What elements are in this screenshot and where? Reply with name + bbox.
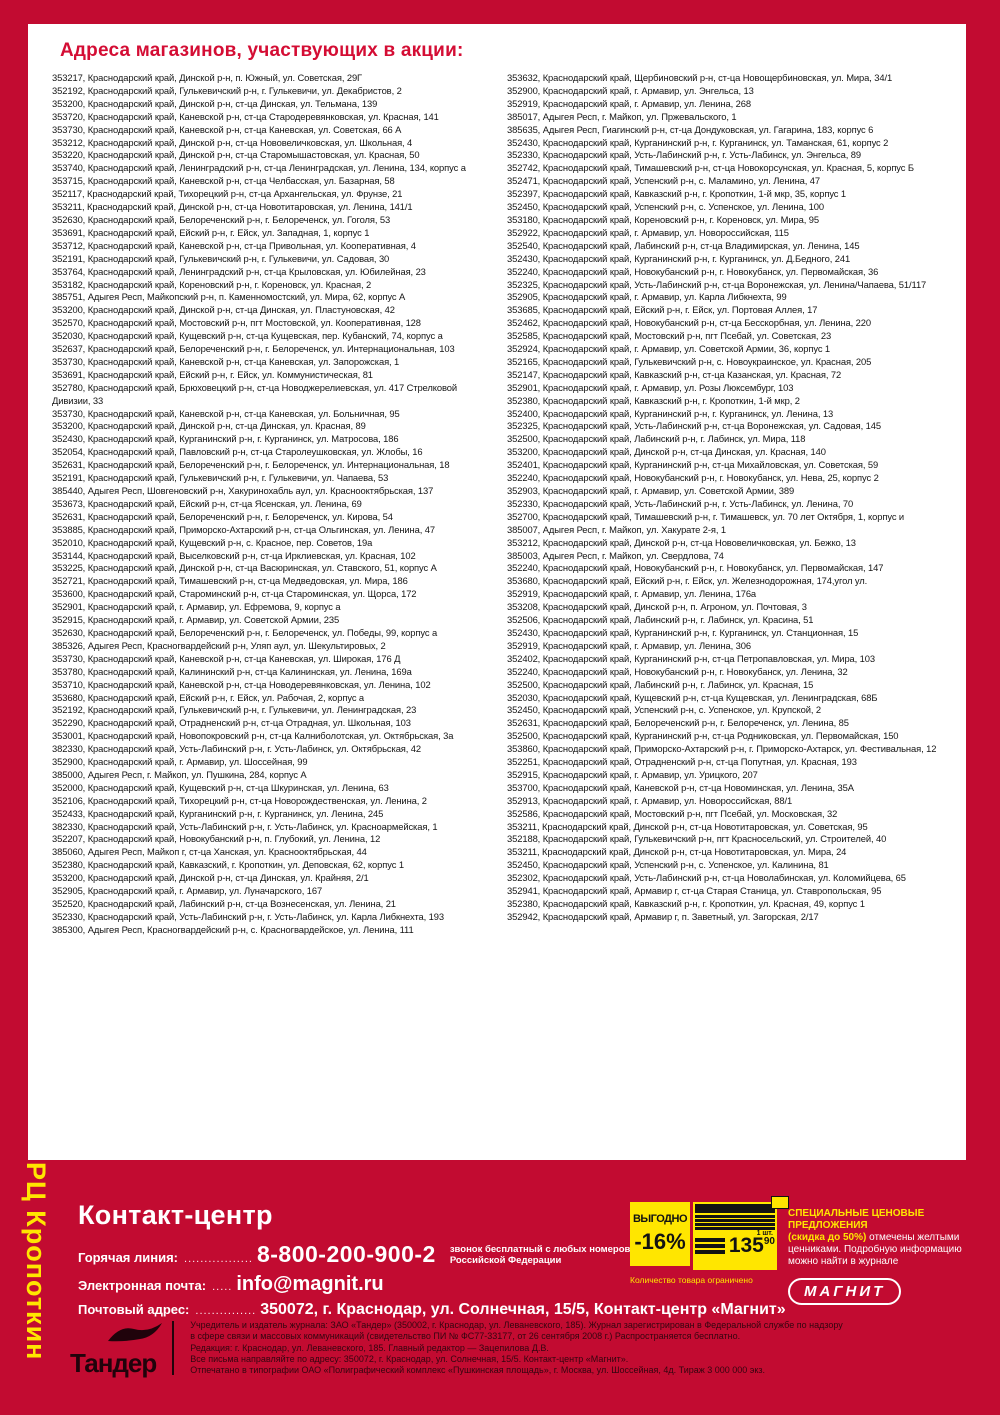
discount-price-tag [630, 1202, 690, 1266]
address-column-right [507, 72, 952, 1152]
limited-quantity-note: Количество товара ограничено [630, 1275, 753, 1285]
address-entry: 385635, Адыгея Респ, Гиагинский р-н, ст-ца Дондуковская, ул. Гагарина, 183, корпус 6 [507, 123, 874, 135]
address-entry: 353217, Краснодарский край, Динской р-н, п. Южный, ул. Советская, 29Г [52, 72, 363, 83]
address-entry: 352631, Краснодарский край, Белореченский р-н, г. Белореченск, ул. Кирова, 54 [52, 510, 393, 522]
fine-print-line: Учредитель и издатель журнала: ЗАО «Тандер» (350002, г. Краснодар, ул. Леваневского, 185). Журнал зарегистрирован в Федеральной службе по надзору [190, 1320, 843, 1330]
address-entry: 353200, Краснодарский край, Динской р-н, ст-ца Динская, ул. Крайняя, 2/1 [52, 872, 369, 884]
address-entry: 352147, Краснодарский край, Кавказский р-н, ст-ца Казанская, ул. Красная, 72 [507, 368, 842, 380]
address-entry: 352905, Краснодарский край, г. Армавир, ул. Луначарского, 167 [52, 885, 323, 897]
address-entry: 352117, Краснодарский край, Тихорецкий р-н, ст-ца Архангельская, ул. Фрунзе, 21 [52, 188, 403, 200]
publisher-fine-print [190, 1320, 843, 1376]
address-entry: 353691, Краснодарский край, Ейский р-н, г. Ейск, ул. Западная, 1, корпус 1 [52, 226, 370, 238]
address-entry: 352207, Краснодарский край, Новокубанский р-н, п. Глубокий, ул. Ленина, 12 [52, 833, 381, 845]
address-entry: 352240, Краснодарский край, Новокубанский р-н, г. Новокубанск, ул. Первомайская, 147 [507, 562, 884, 574]
address-entry: 353211, Краснодарский край, Динской р-н, ст-ца Новотитаровская, ул. Советская, 95 [507, 820, 868, 832]
address-entry: 352330, Краснодарский край, Усть-Лабинский р-н, г. Усть-Лабинск, ул. Карла Либкнехта, 193 [52, 910, 444, 922]
address-entry: 352721, Краснодарский край, Тимашевский р-н, ст-ца Медведовская, ул. Мира, 186 [52, 575, 408, 587]
address-entry: 353715, Краснодарский край, Каневской р-н, ст-ца Челбасская, ул. Базарная, 58 [52, 175, 395, 187]
address-entry: 352430, Краснодарский край, Курганинский р-н, г. Курганинск, ул. Станционная, 15 [507, 626, 859, 638]
price-tag-text-bars [695, 1238, 725, 1256]
address-entry: 352430, Краснодарский край, Курганинский р-н, г. Курганинск, ул. Таманская, 61, корпус 2 [507, 136, 889, 148]
address-entry: 352570, Краснодарский край, Мостовский р-н, пгт Мостовской, ул. Кооперативная, 128 [52, 317, 421, 329]
address-entry: 353730, Краснодарский край, Каневской р-н, ст-ца Каневская, ул. Советская, 66 А [52, 123, 402, 135]
address-entry: 352380, Краснодарский край, Кавказский р-н, г. Кропоткин, ул. Красная, 49, корпус 1 [507, 898, 865, 909]
address-entry: 352540, Краснодарский край, Лабинский р-н, ст-ца Владимирская, ул. Ленина, 145 [507, 239, 860, 251]
publisher-block [70, 1320, 843, 1379]
address-entry: 353600, Краснодарский край, Староминский р-н, ст-ца Староминская, ул. Щорса, 172 [52, 588, 417, 600]
address-entry: 352325, Краснодарский край, Усть-Лабинский р-н, ст-ца Воронежская, ул. Ленина/Чапаева, 51/117 [507, 278, 927, 290]
special-offers-block [788, 1208, 993, 1305]
address-entry: 352240, Краснодарский край, Новокубанский р-н, г. Новокубанск, ул. Нева, 25, корпус 2 [507, 472, 879, 484]
address-entry: 352401, Краснодарский край, Курганинский р-н, ст-ца Михайловская, ул. Советская, 59 [507, 459, 879, 471]
fine-print-line: Отпечатано в типографии ОАО «Полиграфический комплекс «Пушкинская площадь», г. Москва, ул. Шоссейная, 4д. Тираж 3 000 000 экз. [190, 1365, 766, 1376]
email-value: info@magnit.ru [236, 1273, 384, 1295]
address-entry: 352941, Краснодарский край, Армавир г, ст-ца Старая Станица, ул. Ставропольская, 95 [507, 885, 882, 897]
fine-print-line: Редакция: г. Краснодар, ул. Леваневского, 185. Главный редактор — Зацепилова Д.В. [190, 1342, 549, 1353]
address-entry: 353180, Краснодарский край, Кореновский р-н, г. Кореновск, ул. Мира, 95 [507, 213, 819, 225]
address-entry: 352400, Краснодарский край, Курганинский р-н, г. Курганинск, ул. Ленина, 13 [507, 407, 834, 419]
tander-flag-icon [106, 1321, 164, 1343]
address-entry: 352188, Краснодарский край, Гулькевичский р-н, пгт Красносельский, ул. Строителей, 40 [507, 833, 887, 845]
hotline-phone: 8-800-200-900-2 [256, 1241, 436, 1267]
address-entry: 385060, Адыгея Респ, Майкоп г, ст-ца Ханская, ул. Краснооктябрьская, 44 [52, 846, 367, 858]
address-entry: 352430, Краснодарский край, Курганинский р-н, г. Курганинск, ул. Матросова, 186 [52, 433, 399, 445]
address-entry: 352922, Краснодарский край, г. Армавир, ул. Новороссийская, 115 [507, 226, 789, 238]
address-entry: 385440, Адыгея Респ, Шовгеновский р-н, Хакуринохабль аул, ул. Краснооктябрьская, 137 [52, 485, 434, 496]
address-entry: 352450, Краснодарский край, Успенский р-н, с. Успенское, ул. Крупской, 2 [507, 704, 822, 716]
address-entry: 352302, Краснодарский край, Усть-Лабинский р-н, ст-ца Новолабинская, ул. Коломийцева, 65 [507, 872, 906, 884]
address-entry: 352402, Краснодарский край, Курганинский р-н, ст-ца Петропавловская, ул. Мира, 103 [507, 652, 876, 664]
address-columns [28, 70, 966, 1152]
address-entry: 353200, Краснодарский край, Динской р-н, ст-ца Динская, ул. Тельмана, 139 [52, 97, 378, 109]
address-entry: 352192, Краснодарский край, Гулькевичский р-н, г. Гулькевичи, ул. Декабристов, 2 [52, 84, 402, 96]
address-entry: 352901, Краснодарский край, г. Армавир, ул. Ефремова, 9, корпус а [52, 601, 341, 613]
fine-print-line: в сфере связи и массовых коммуникаций (свидетельство ПИ № ФС77-33177, от 26 сентября 2008 г.) Распространяется бесплатно. [190, 1331, 741, 1342]
address-entry: 353144, Краснодарский край, Выселковский р-н, ст-ца Ирклиевская, ул. Красная, 102 [52, 549, 416, 561]
address-entry: 352637, Краснодарский край, Белореченский р-н, г. Белореченск, ул. Интернациональная, 103 [52, 343, 455, 355]
address-entry: 353730, Краснодарский край, Каневской р-н, ст-ца Каневская, ул. Широкая, 176 Д [52, 652, 401, 664]
address-entry: 352433, Краснодарский край, Курганинский р-н, г. Курганинск, ул. Ленина, 245 [52, 807, 384, 819]
address-entry: 352330, Краснодарский край, Усть-Лабинский р-н, г. Усть-Лабинск, ул. Ленина, 70 [507, 497, 854, 509]
address-entry: 385007, Адыгея Респ, г. Майкоп, ул. Хакурате 2-я, 1 [507, 523, 727, 535]
postal-label: Почтовый адрес: [78, 1302, 190, 1317]
address-entry: 385326, Адыгея Респ, Красногвардейский р-н, Уляп аул, ул. Шекультировых, 2 [52, 639, 386, 651]
address-entry: 352905, Краснодарский край, г. Армавир, ул. Карла Либкнехта, 99 [507, 291, 787, 303]
sample-price-tag [693, 1202, 777, 1270]
address-entry: 352500, Краснодарский край, Лабинский р-н, г. Лабинск, ул. Красная, 15 [507, 678, 814, 690]
page-title: Адреса магазинов, участвующих в акции: [60, 40, 464, 61]
discount-up-to-label: (скидка до 50%) [788, 1232, 867, 1243]
address-entry: 352330, Краснодарский край, Усть-Лабинский р-н, г. Усть-Лабинск, ул. Энгельса, 89 [507, 149, 861, 161]
address-entry: 352165, Краснодарский край, Гулькевичский р-н, с. Новоукраинское, ул. Красная, 205 [507, 355, 872, 367]
address-entry: 352430, Краснодарский край, Курганинский р-н, г. Курганинск, ул. Д.Бедного, 241 [507, 252, 851, 264]
address-entry: 352380, Краснодарский край, Кавказский р-н, г. Кропоткин, 1-й мкр, 2 [507, 394, 800, 406]
address-entry: 352191, Краснодарский край, Гулькевичский р-н, г. Гулькевичи, ул. Садовая, 30 [52, 252, 390, 264]
address-entry: 352192, Краснодарский край, Гулькевичский р-н, г. Гулькевичи, ул. Ленинградская, 23 [52, 704, 417, 716]
address-entry: 353200, Краснодарский край, Динской р-н, ст-ца Динская, ул. Пластуновская, 42 [52, 304, 395, 316]
price-tag-text-bar [695, 1215, 775, 1230]
unit-label: 1 шт. [756, 1230, 773, 1237]
special-offers-heading: СПЕЦИАЛЬНЫЕ ЦЕНОВЫЕ ПРЕДЛОЖЕНИЯ [788, 1208, 925, 1231]
distribution-center-label: РЦ Кропоткин [21, 1162, 51, 1361]
address-entry: 352742, Краснодарский край, Тимашевский р-н, ст-ца Новокорсунская, ул. Красная, 5, корпус Б [507, 162, 914, 174]
address-entry: 353885, Краснодарский край, Приморско-Ахтарский р-н, ст-ца Ольгинская, ул. Ленина, 47 [52, 523, 435, 535]
magnit-logo: МАГНИТ [788, 1278, 901, 1305]
address-entry: 353710, Краснодарский край, Каневской р-н, ст-ца Новодеревянковская, ул. Ленина, 102 [52, 678, 431, 690]
address-entry: 353211, Краснодарский край, Динской р-н, ст-ца Новотитаровская, ул. Мира, 24 [507, 846, 847, 858]
address-list-card [28, 24, 966, 1160]
address-entry: 385017, Адыгея Респ, г. Майкоп, ул. Пржевальского, 1 [507, 110, 737, 122]
corner-mini-tag [771, 1196, 789, 1209]
address-entry: 353208, Краснодарский край, Динской р-н, п. Агроном, ул. Почтовая, 3 [507, 601, 807, 613]
address-entry: 352915, Краснодарский край, г. Армавир, ул. Урицкого, 207 [507, 768, 758, 780]
address-entry: 352106, Краснодарский край, Тихорецкий р-н, ст-ца Новорождественская, ул. Ленина, 2 [52, 794, 427, 806]
address-entry: 353764, Краснодарский край, Ленинградский р-н, ст-ца Крыловская, ул. Юбилейная, 23 [52, 265, 426, 277]
address-entry: 353712, Краснодарский край, Каневской р-н, ст-ца Привольная, ул. Кооперативная, 4 [52, 239, 416, 251]
address-entry: 353212, Краснодарский край, Динской р-н, ст-ца Нововеличковская, ул. Школьная, 4 [52, 136, 413, 148]
address-entry: 352900, Краснодарский край, г. Армавир, ул. Шоссейная, 99 [52, 756, 308, 768]
address-entry: 352450, Краснодарский край, Успенский р-н, с. Успенское, ул. Калинина, 81 [507, 859, 829, 871]
address-entry: 353780, Краснодарский край, Калининский р-н, ст-ца Калининская, ул. Ленина, 169а [52, 665, 412, 677]
address-entry: 353730, Краснодарский край, Каневской р-н, ст-ца Каневская, ул. Запорожская, 1 [52, 355, 400, 367]
address-entry: 353680, Краснодарский край, Ейский р-н, г. Ейск, ул. Рабочая, 2, корпус а [52, 691, 365, 703]
address-entry: 352010, Краснодарский край, Кущевский р-н, с. Красное, пер. Советов, 19а [52, 536, 373, 548]
address-entry: 352913, Краснодарский край, г. Армавир, ул. Новороссийская, 88/1 [507, 794, 793, 806]
promo-price-tags [630, 1202, 785, 1285]
contact-center-title: Контакт-центр [78, 1200, 273, 1230]
address-entry: 353740, Краснодарский край, Ленинградский р-н, ст-ца Ленинградская, ул. Ленина, 134, корпус а [52, 162, 466, 174]
footer [0, 1160, 1000, 1415]
address-entry: 352506, Краснодарский край, Лабинский р-н, г. Лабинск, ул. Красина, 51 [507, 614, 814, 626]
address-entry: 385300, Адыгея Респ, Красногвардейский р-н, с. Красногвардейское, ул. Ленина, 111 [52, 923, 414, 935]
address-entry: 352471, Краснодарский край, Успенский р-н, с. Маламино, ул. Ленина, 47 [507, 175, 821, 187]
address-entry: 352919, Краснодарский край, г. Армавир, ул. Ленина, 176а [507, 588, 757, 600]
address-entry: 352251, Краснодарский край, Отрадненский р-н, ст-ца Попутная, ул. Красная, 193 [507, 756, 857, 768]
address-entry: 353220, Краснодарский край, Динской р-н, ст-ца Старомышастовская, ул. Красная, 50 [52, 149, 420, 161]
address-entry: 352915, Краснодарский край, г. Армавир, ул. Советской Армии, 235 [52, 614, 340, 626]
address-entry: 353700, Краснодарский край, Каневской р-н, ст-ца Новоминская, ул. Ленина, 35А [507, 781, 854, 793]
address-entry: 385751, Адыгея Респ, Майкопский р-н, п. Каменномостский, ул. Мира, 62, корпус А [52, 291, 406, 303]
address-entry: 352586, Краснодарский край, Мостовский р-н, пгт Псебай, ул. Московская, 32 [507, 807, 838, 819]
address-entry: 353182, Краснодарский край, Кореновский р-н, г. Кореновск, ул. Красная, 2 [52, 278, 372, 290]
address-entry: 352631, Краснодарский край, Белореченский р-н, г. Белореченск, ул. Ленина, 85 [507, 717, 849, 729]
address-entry: 352450, Краснодарский край, Успенский р-н, с. Успенское, ул. Ленина, 100 [507, 201, 824, 213]
hotline-note: звонок бесплатный с любых номеров Российской Федерации [449, 1243, 631, 1266]
address-entry: 352240, Краснодарский край, Новокубанский р-н, г. Новокубанск, ул. Первомайская, 36 [507, 265, 879, 277]
address-column-left [52, 72, 497, 1152]
address-entry: 353730, Краснодарский край, Каневской р-н, ст-ца Каневская, ул. Больничная, 95 [52, 407, 400, 419]
address-entry: 352942, Краснодарский край, Армавир г, п. Заветный, ул. Загорская, 2/17 [507, 910, 819, 922]
address-entry: 352901, Краснодарский край, г. Армавир, ул. Розы Люксембург, 103 [507, 381, 794, 393]
address-entry: 352500, Краснодарский край, Курганинский р-н, ст-ца Родниковская, ул. Первомайская, 150 [507, 730, 899, 742]
address-entry: 353685, Краснодарский край, Ейский р-н, г. Ейск, ул. Портовая Аллея, 17 [507, 304, 818, 316]
postal-dots: ............... [195, 1305, 257, 1317]
address-entry: 382330, Краснодарский край, Усть-Лабинский р-н, г. Усть-Лабинск, ул. Красноармейская, 1 [52, 820, 438, 832]
hotline-dots: ................. [184, 1253, 253, 1265]
address-entry: 352380, Краснодарский край, Кавказский, г. Кропоткин, ул. Деповская, 62, корпус 1 [52, 859, 404, 871]
address-entry: 352924, Краснодарский край, г. Армавир, ул. Советской Армии, 36, корпус 1 [507, 343, 831, 355]
address-entry: 352325, Краснодарский край, Усть-Лабинский р-н, ст-ца Воронежская, ул. Садовая, 145 [507, 420, 881, 432]
address-entry: 352030, Краснодарский край, Кущевский р-н, ст-ца Кущевская, пер. Кубанский, 74, корпус а [52, 330, 443, 342]
address-entry: 352900, Краснодарский край, г. Армавир, ул. Энгельса, 13 [507, 84, 754, 96]
address-entry: 352520, Краснодарский край, Лабинский р-н, ст-ца Вознесенская, ул. Ленина, 21 [52, 898, 396, 909]
address-entry: 352919, Краснодарский край, г. Армавир, ул. Ленина, 268 [507, 97, 751, 109]
address-entry: 352630, Краснодарский край, Белореченский р-н, г. Белореченск, ул. Гоголя, 53 [52, 213, 391, 225]
address-entry: 352240, Краснодарский край, Новокубанский р-н, г. Новокубанск, ул. Ленина, 32 [507, 665, 848, 677]
address-entry: 353211, Краснодарский край, Динской р-н, ст-ца Новотитаровская, ул. Ленина, 141/1 [52, 201, 413, 213]
address-entry: 352780, Краснодарский край, Брюховецкий р-н, ст-ца Новоджерелиевская, ул. 417 Стрелковой Дивизии, 33 [52, 381, 457, 406]
address-entry: 352054, Краснодарский край, Павловский р-н, ст-ца Старолеушковская, ул. Жлобы, 16 [52, 446, 423, 458]
special-offers-text: отмечены желтыми ценниками. Подробную информацию можно найти в журнале [788, 1232, 962, 1267]
address-entry: 352631, Краснодарский край, Белореченский р-н, г. Белореченск, ул. Интернациональная, 18 [52, 459, 450, 471]
price-tag-text-bar [695, 1204, 775, 1213]
address-entry: 352700, Краснодарский край, Тимашевский р-н, г. Тимашевск, ул. 70 лет Октября, 1, корпус и [507, 510, 905, 522]
address-entry: 385000, Адыгея Респ, г. Майкоп, ул. Пушкина, 284, корпус А [52, 768, 307, 780]
address-entry: 385003, Адыгея Респ, г. Майкоп, ул. Свердлова, 74 [507, 549, 724, 561]
postal-address: 350072, г. Краснодар, ул. Солнечная, 15/5, Контакт-центр «Магнит» [260, 1301, 786, 1318]
email-label: Электронная почта: [78, 1278, 207, 1293]
vygodno-label: ВЫГОДНО [632, 1213, 688, 1225]
address-entry: 352919, Краснодарский край, г. Армавир, ул. Ленина, 306 [507, 639, 751, 651]
discount-value: -16% [634, 1229, 686, 1254]
address-entry: 353673, Краснодарский край, Ейский р-н, ст-ца Ясенская, ул. Ленина, 69 [52, 497, 362, 509]
address-entry: 353860, Краснодарский край, Приморско-Ахтарский р-н, г. Приморско-Ахтарск, ул. Фестивальная, 12 [507, 743, 937, 755]
address-entry: 353212, Краснодарский край, Динской р-н, ст-ца Нововеличковская, ул. Бежко, 13 [507, 536, 856, 548]
address-entry: 352191, Краснодарский край, Гулькевичский р-н, г. Гулькевичи, ул. Чапаева, 53 [52, 472, 389, 484]
address-entry: 353225, Краснодарский край, Динской р-н, ст-ца Васюринская, ул. Ставского, 51, корпус А [52, 562, 437, 574]
address-entry: 352462, Краснодарский край, Новокубанский р-н, ст-ца Бесскорбная, ул. Ленина, 220 [507, 317, 872, 329]
address-entry: 353691, Краснодарский край, Ейский р-н, г. Ейск, ул. Коммунистическая, 81 [52, 368, 373, 380]
address-entry: 352630, Краснодарский край, Белореченский р-н, г. Белореченск, ул. Победы, 99, корпус а [52, 626, 438, 638]
email-dots: ..... [212, 1281, 233, 1293]
address-entry: 352585, Краснодарский край, Мостовский р-н, пгт Псебай, ул. Советская, 23 [507, 330, 832, 342]
address-entry: 352397, Краснодарский край, Кавказский р-н, г. Кропоткин, 1-й мкр, 35, корпус 1 [507, 188, 847, 200]
address-entry: 352500, Краснодарский край, Лабинский р-н, г. Лабинск, ул. Мира, 118 [507, 433, 806, 445]
address-entry: 353001, Краснодарский край, Новопокровский р-н, ст-ца Калниболотская, ул. Октябрьская, 3а [52, 730, 454, 742]
tander-logo: Тандер [70, 1321, 174, 1375]
address-entry: 352290, Краснодарский край, Отрадненский р-н, ст-ца Отрадная, ул. Школьная, 103 [52, 717, 411, 729]
hotline-label: Горячая линия: [78, 1250, 179, 1265]
address-entry: 353632, Краснодарский край, Щербиновский р-н, ст-ца Новощербиновская, ул. Мира, 34/1 [507, 72, 893, 83]
address-entry: 352030, Краснодарский край, Кущевский р-н, ст-ца Кущевская, ул. Ленинградская, 68Б [507, 691, 878, 703]
fine-print-line: Все письма направляйте по адресу: 350072, г. Краснодар, ул. Солнечная, 15/5. Контакт-центр «Магнит». [190, 1353, 629, 1364]
address-entry: 353200, Краснодарский край, Динской р-н, ст-ца Динская, ул. Красная, 89 [52, 420, 366, 432]
address-entry: 352903, Краснодарский край, г. Армавир, ул. Советской Армии, 389 [507, 485, 795, 496]
price-value: $135^{90}$ [728, 1234, 775, 1257]
address-entry: 353200, Краснодарский край, Динской р-н, ст-ца Динская, ул. Красная, 140 [507, 446, 826, 458]
address-entry: 352000, Краснодарский край, Кущевский р-н, ст-ца Шкуринская, ул. Ленина, 63 [52, 781, 389, 793]
address-entry: 353680, Краснодарский край, Ейский р-н, г. Ейск, ул. Железнодорожная, 174,угол ул. [507, 575, 868, 587]
postal-row [78, 1301, 786, 1319]
address-entry: 382330, Краснодарский край, Усть-Лабинский р-н, г. Усть-Лабинск, ул. Октябрьская, 42 [52, 743, 422, 755]
address-entry: 353720, Краснодарский край, Каневской р-н, ст-ца Стародеревянковская, ул. Красная, 141 [52, 110, 439, 122]
